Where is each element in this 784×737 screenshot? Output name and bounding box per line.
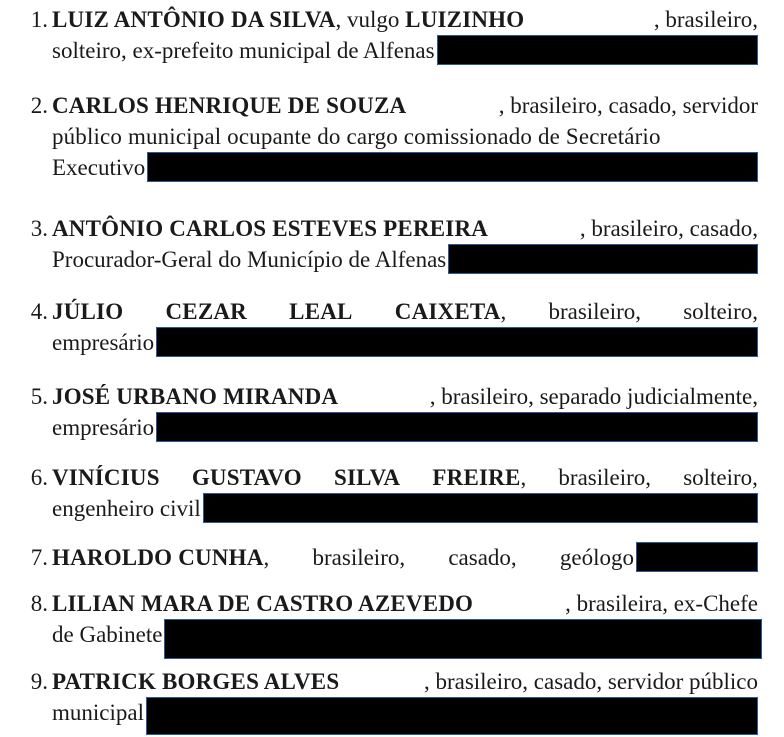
item-text: geólogo [559,545,634,570]
item-text: , vulgo [335,7,406,32]
item-text: empresário [52,415,155,440]
item-text: solteiro, ex-prefeito municipal de Alfenas [52,38,435,63]
redaction-box [636,542,758,572]
person-name: JOSÉ URBANO MIRANDA [52,384,339,409]
item-text: , brasileira, ex-Chefe [565,591,758,616]
item-line [52,213,758,244]
item-number: 6. [30,465,48,490]
person-name: LILIAN MARA DE CASTRO AZEVEDO [52,591,474,616]
list-item-1 [14,4,758,66]
item-text: casado, [448,545,517,570]
redaction-box [437,35,758,65]
item-text: Procurador-Geral do Município de Alfenas [52,247,447,272]
list-item-2 [14,90,758,183]
person-name-word: JÚLIO [52,299,124,324]
item-line [52,697,758,728]
list-item-6 [14,462,758,524]
item-number: 9. [30,669,48,694]
person-name: LUIZ ANTÔNIO DA SILVA [52,7,336,32]
person-name: PATRICK BORGES ALVES [52,669,340,694]
item-line [52,412,758,443]
item-number: 7. [30,545,48,570]
item-text: solteiro, [683,299,758,324]
redaction-box [203,493,758,523]
list-item-7 [14,542,758,573]
item-line [52,542,758,573]
redaction-box [156,412,758,442]
item-number: 5. [30,384,48,409]
item-text: , brasileiro, [653,7,758,32]
item-line [52,619,762,650]
list-item-4 [14,296,758,358]
item-number: 2. [30,93,48,118]
redaction-box [448,244,758,274]
item-text: público municipal ocupante do cargo comissionado de Secretário [52,124,661,149]
list-item-8 [14,588,758,650]
list-item-5 [14,381,758,443]
redaction-box [147,152,758,182]
person-name: ANTÔNIO CARLOS ESTEVES PEREIRA [52,216,489,241]
item-text: de Gabinete [52,622,163,647]
item-text: municipal [52,700,144,725]
person-name-word: VINÍCIUS [52,465,160,490]
item-number: 1. [30,7,48,32]
item-text: brasileiro, [548,299,642,324]
item-text: , brasileiro, casado, [579,216,758,241]
person-name-word: FREIRE [432,465,521,490]
item-text: brasileiro, [558,465,652,490]
item-text: brasileiro, [312,545,406,570]
item-line [52,381,758,412]
person-name: HAROLDO CUNHA [52,545,264,570]
item-text: , brasileiro, casado, servidor [498,93,758,118]
item-number: 3. [30,216,48,241]
item-line [52,588,758,619]
redaction-box [156,327,758,357]
person-name-word: CEZAR [165,299,247,324]
list-item-3 [14,213,758,275]
item-line [52,4,758,35]
item-text: empresário [52,330,155,355]
item-line [52,327,758,358]
item-text: , [263,545,270,570]
item-line [52,666,758,697]
person-name-word: CAIXETA [394,299,501,324]
item-text: solteiro, [683,465,758,490]
item-line [52,296,758,327]
item-text: engenheiro civil [52,496,201,521]
item-text: , brasileiro, casado, servidor público [423,669,758,694]
item-line [52,35,758,66]
item-text: , [500,299,507,324]
item-text: Executivo [52,155,146,180]
list-item-9 [14,666,758,728]
item-line [52,90,758,121]
item-text: , brasileiro, separado judicialmente, [429,384,758,409]
person-name: CARLOS HENRIQUE DE SOUZA [52,93,407,118]
person-name-word: SILVA [334,465,401,490]
redaction-box [164,619,762,659]
item-line [52,493,758,524]
person-name-word: GUSTAVO [191,465,302,490]
item-text: , [520,465,527,490]
person-alias: LUIZINHO [405,7,525,32]
redaction-box [146,697,758,735]
person-name-word: LEAL [289,299,353,324]
item-line [52,121,758,152]
item-line [52,462,758,493]
item-number: 8. [30,591,48,616]
item-number: 4. [30,299,48,324]
item-line [52,244,758,275]
item-line [52,152,758,183]
